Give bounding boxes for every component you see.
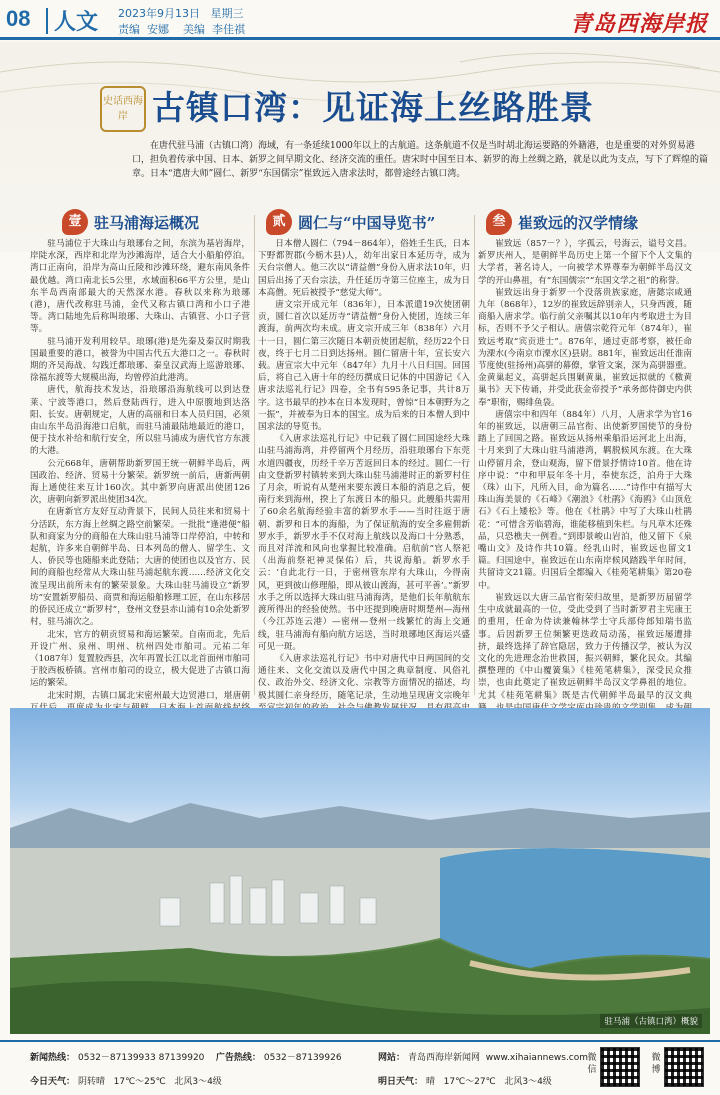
website-url[interactable]: www.xihaiannews.com — [485, 1053, 589, 1063]
paragraph: 唐僖宗中和四年（884年）八月，人唐求学为官16年的崔致远，以唐朝三品官衔、出使新罗国使节的身份踏上了回国之路。崔致远从扬州乘船沿运河北上出海，十月来到了大珠山驻马浦港湾，羁脱候风东渡。在大珠山停留月余，登山观海，留下借景抒情诗10首。他在诗序中说：“中和甲辰年冬十月，奉使东泛，泊舟于大珠（珠）山下，凡所入目，命为篇名……”诗作中有描写大珠山海美景的《石峰》《潮浪》《杜鹃》《海鸥》《山顶危石》《石上矮松》等。他在《杜鹃》中写了大珠山杜鹃花：“可惜含芳临碧海，谁能移植到朱栏。与凡草木还殊品，只恐樵夫一例看。”到即景峻山岩泊，他又留下《泉嘴山文》及诗作共10篇。经乳山时，崔致远也留文1篇。归国途中，崔致远在山东南岸候风踏践半年时间，共留诗文21篇。归国后全都编入《桂苑笔耕集》第20卷中。 — [478, 409, 692, 591]
paragraph: 崔致远（857－？），字孤云，号海云，谥号文昌。新罗庆州人，是朝鲜半岛历史上第一个留下个人文集的大学者，著名诗人，一向被学术界尊奉为朝鲜半岛汉文学的开山鼻祖，有“东国儒宗”“东国文学之祖”的称誉。 — [478, 239, 692, 286]
page-footer — [0, 1040, 720, 1095]
weibo-label: 微博 — [651, 1053, 661, 1075]
paragraph: 《入唐求法巡礼行记》书中对唐代中日两国间的交通往来、文化交流以及唐代中国之典章制度、风俗礼仪、政治外交、经济文化、宗教等方面情况的描述，均极其圆仁亲身经历，随笔记录，生动地呈现唐文宗晚年 — [258, 653, 470, 701]
tomorrow-weather: 晴 — [426, 1077, 436, 1087]
column-title-2: 圆仁与“中国导览书” — [298, 214, 436, 232]
paragraph: 《入唐求法巡礼行记》中记载了圆仁回国途经大珠山驻马浦海湾，并停留两个月经历，沿驻琅琊台下东莞水道四疆夜，历经千辛万苦返回日本的经过。圆仁一行由文登新罗村镇转来到大珠山驻马浦港时正的新罗村住了月余，听说有从楚州来要东渡日本船的消息之后，便南行来到海州，揆上了东渡日本的船只。此艘船共需用了60余名航海经验丰富的新罗水手——当时往返于唐朝、新罗和日本的海船，为了保证航海的安全多雇佣新罗水手，新罗水手不仅对海上航线以及海口十分熟悉，而且对洋流和风向也掌握比较准确。启航前“官人祭祀（出海前祭祀神灵保佑）后，共说海船。新罗水手云：‘自此北行一日，于密州管东岸有大珠山，今得南风，更到彼山修理船，即从彼山渡海，甚可平善’。”新罗水手之所以选择大珠山驻马浦海湾，是他们长年航航东渡所得出的经验使然。书中还提到晚唐时期楚州—海州（今江苏连云港）—密州—登州一线繁忙的海上交通线，驻马浦海有船向航方运送，当时琅琊地区海运兴盛可见一斑。 — [258, 434, 470, 652]
today-weather: 阴转晴 — [78, 1077, 106, 1087]
column-title-3: 崔致远的汉学情缘 — [518, 214, 639, 232]
issue-date: 2023年9月13日 — [118, 7, 200, 20]
column-badge-2: 贰 — [266, 209, 292, 235]
paragraph: 崔致远以大唐三品官衔荣归故里，是新罗历届留学生中成就最高的一位，受此受到了当时新罗君主宪康王的重用，任命为侍读兼翰林学士守兵部侍郎知瑞书监事。后因新罗王位频繁更迭政局动荡，崔致远屡遭排挤，最终选择了辞官隐居，致力于传播汉学，被认为汉文化的先进理念治世救国，振兴朝鲜，繁化民众。其编撰整理的《中山覆簧集》《桂苑笔耕集》，深受民众推崇，也由此奠定了崔致远朝鲜半岛汉文学鼻祖的地位。尤其《桂苑笔耕集》既是古代朝鲜半岛最早的汉文典 — [478, 592, 692, 701]
paragraph: 日本僧人圆仁（794－864年），俗姓壬生氏，日本下野都贺郡(今栃木县)人，幼年出家日本延历寺，成为天台宗僧人。他三次以“请益僧”身份入唐求法10年，归国后出扬了天台宗法，升任延历寺第三位座主，成为日本高僧。死后被授予“慈觉大师”。 — [258, 239, 470, 298]
editor-label: 责编 — [118, 23, 140, 36]
ad-hotline-number: 0532－87139926 — [263, 1053, 342, 1063]
column-heading-3 — [486, 209, 686, 239]
issue-date-line — [118, 5, 244, 21]
paragraph: 北宋时期，古镇口属北宋密州最大边贸港口，堪唐朝 — [47, 690, 250, 701]
column-body-2 — [258, 238, 470, 700]
website-label: 网站： — [378, 1053, 406, 1063]
website-line — [378, 1050, 588, 1063]
today-temp: 17℃～25℃ — [113, 1077, 166, 1087]
column-body-3 — [478, 238, 692, 700]
column-heading-1 — [62, 209, 252, 239]
art-editor-name: 李佳祺 — [212, 23, 245, 36]
today-wind: 北风3～4级 — [174, 1077, 222, 1087]
column-divider — [254, 215, 255, 695]
tomorrow-wind: 北风3～4级 — [504, 1077, 552, 1087]
bay-landscape-drawing — [10, 708, 710, 1034]
news-hotline-label: 新闻热线： — [30, 1053, 76, 1063]
tomorrow-weather-label: 明日天气： — [378, 1077, 424, 1087]
editor-name: 安娜 — [147, 23, 169, 36]
column-seal: 史话西海岸 — [100, 86, 146, 132]
column-divider — [474, 215, 475, 695]
news-hotline-number: 0532－87139933 87139920 — [78, 1053, 205, 1063]
article-title: 古镇口湾：见证海上丝路胜景 — [152, 88, 594, 127]
tomorrow-weather-line — [378, 1074, 552, 1087]
ad-hotline-label: 广告热线： — [215, 1053, 261, 1063]
page-number: 08 — [6, 6, 31, 31]
issue-weekday: 星期三 — [210, 7, 244, 20]
article-lead: 在唐代驻马浦（古镇口湾）海域，有一条延续1000年以上的古航道。这条航道不仅是当时胡北海运要路的外籍港，也是重要的对外贸易港口，担负着传承中国、日本、新罗之间早期文化、经济交流的重任。唐宋时中国至日本、新罗的海上丝绸之路，就是以此为支点，写下了辉煌的篇章。日本“遣唐大师”圆仁、新罗“东国儒宗”崔致远入唐求法时，都曾途经古镇口湾。 — [132, 141, 709, 179]
paragraph: 在唐新官方友好互动背景下，民间人员往来和贸易十分活跃，东方海上丝绸之路空前繁荣。一批批“逢港便”船队和商家为分的商船在大珠山驻马浦等口岸停泊，中转和起航，许多来自朝鲜半岛、日本列岛的僧人、留学生、文人、侨民等也随船来此登陆；大唐的使团也以及官方、民间的商船也经常从大珠山驻马浦起航东渡……经济文化交流呈现出前所未有的繁荣景象。大珠山驻马浦设立“新罗坊”安置新罗船员、商贾和海运船舶修理工匠，在山东移居的侨民还成立“新罗村”，登州文登县赤山浦有10余处新罗村，驻马浦次之。 — [30, 507, 250, 628]
weibo-qr-icon[interactable] — [664, 1047, 704, 1087]
newspaper-masthead: 青岛西海岸报 — [569, 11, 708, 37]
hotline-line — [30, 1050, 342, 1063]
header-divider — [46, 8, 48, 34]
column-title-1: 驻马浦海运概况 — [94, 214, 200, 232]
paragraph: 崔致远出身于新罗一个没落贵族家庭，唐懿宗咸通九年（868年），12岁的崔致远辞别亲人，只身西渡，随商船入唐求学。临行前父亲嘱其以10年内考取进士为目标，否则不予父子相认。唐僖宗乾符元年（874年），崔致远考取“宾贡进士”。876年，通过吏部考察，被任命为溧水(今南京市溧水区)县尉。881年，崔致远出任淮南节度使(驻扬州)高骈的幕僚，掌管文案，深为高骈器重。金黄巢起义，高骈起兵围剿黄巢，崔致远拟就的《檄黄巢书》天下传诵，并受此获金帝授予“承务郎侍御史内供奉”职衔，赐绯鱼袋。 — [478, 287, 692, 408]
tomorrow-temp: 17℃～27℃ — [443, 1077, 496, 1087]
column-heading-2 — [266, 209, 466, 239]
today-weather-line — [30, 1074, 222, 1087]
photo-caption: 驻马浦（古镇口湾）概貌 — [600, 1014, 702, 1028]
section-name: 人文 — [54, 10, 99, 35]
today-weather-label: 今日天气： — [30, 1077, 76, 1087]
column-badge-1: 壹 — [62, 209, 88, 235]
wechat-label: 微信 — [587, 1053, 597, 1075]
paragraph: 公元668年，唐朝帮助新罗国王统一朝鲜半岛后，两国政治、经济、贸易十分繁荣。新罗统一前后，唐新两朝海上通使往来互计160次。其中新罗向唐派出使团126次，唐朝向新罗派出使团34次。 — [30, 458, 250, 506]
wechat-qr-icon[interactable] — [600, 1047, 640, 1087]
column-body-1 — [30, 238, 250, 700]
page-header — [0, 0, 720, 40]
column-badge-3: 叁 — [486, 209, 512, 235]
website-name: 青岛西海岸新闻网 — [408, 1053, 481, 1063]
editor-line — [118, 21, 245, 37]
bay-photo — [10, 708, 710, 1034]
paragraph: 唐代，航海技术发达，沿琅琊沿海航线可以到达登莱、宁波等港口，然后登陆西行，进入中原腹地到达洛阳、长安。唐朝规定，人唐的高丽和日本人员归国，必须由山东半岛沿海港口启航，而驻马浦最陆地最近的港口，便于技水补给和航行安全，所以驻马浦成为唐代官方东渡的大港。 — [30, 385, 250, 457]
paragraph: 北宋，官方的朝贡贸易和海运繁荣。自南而北，先后开设广州、泉州、明州、杭州四处市舶司。元祐二年（1087年）复置胶西县，次年再置长江以北首面州市舶司于胶西板桥镇。宫州市舶司的设立，极大促进了古镇口海运的繁荣。 — [30, 629, 250, 689]
paragraph: 唐文宗开成元年（836年），日本派遣19次使团朝贡，圆仁首次以延历寺“请益僧”身份入使团，连续三年渡海，前两次均未成。唐文宗开成三年（838年）六月十一日，圆仁第三次随日本朝贡使团起航，经历22个日夜，终于七月二日到达扬州。圆仁留唐十年，宣长安六载。唐宣宗大中元年（847年）九月十八日归国。回国后，将自己入唐十年的经历撰成日记体的中国游记《入唐求法巡礼行记》四卷，全书有595条记事，共计8万字。这书最早的抄本在日本发现时，曾惊“日本朝野为之一振”，并被奉为日本的国宝。成为后来的日本僧人到中国求法的导览书。 — [258, 300, 470, 433]
art-editor-label: 美编 — [183, 23, 205, 36]
paragraph: 驻马浦位于大珠山与琅琊台之间，东滨为基岩海岸，岸陡水深，西岸和北岸为沙滩海岸，适合大小船舶停泊。湾口正南向，沿岸为高山丘陵和沙滩环绕，避东南风条件最优越。湾口南北长5公里，水域面积66平方公里，是山东半岛西南部最大的天然深水港。春秋以来称为琅琊(港)，唐代改称驻马浦，金代又称古镇口湾和小口子港等。湾口陆地先后称叫琅琊、大珠山、古镇营、小口子营等。 — [30, 239, 250, 335]
paragraph: 驻马浦开发利用较早。琅琊(港)是先秦及秦汉时期我国最重要的港口，被誉为中国古代五大港口之一。春秋时期的齐吴海战、勾践迁都琅琊、秦皇汉武海上巡游琅琊、徐福东渡等大规模出海，均曾停泊此港湾。 — [30, 336, 250, 384]
